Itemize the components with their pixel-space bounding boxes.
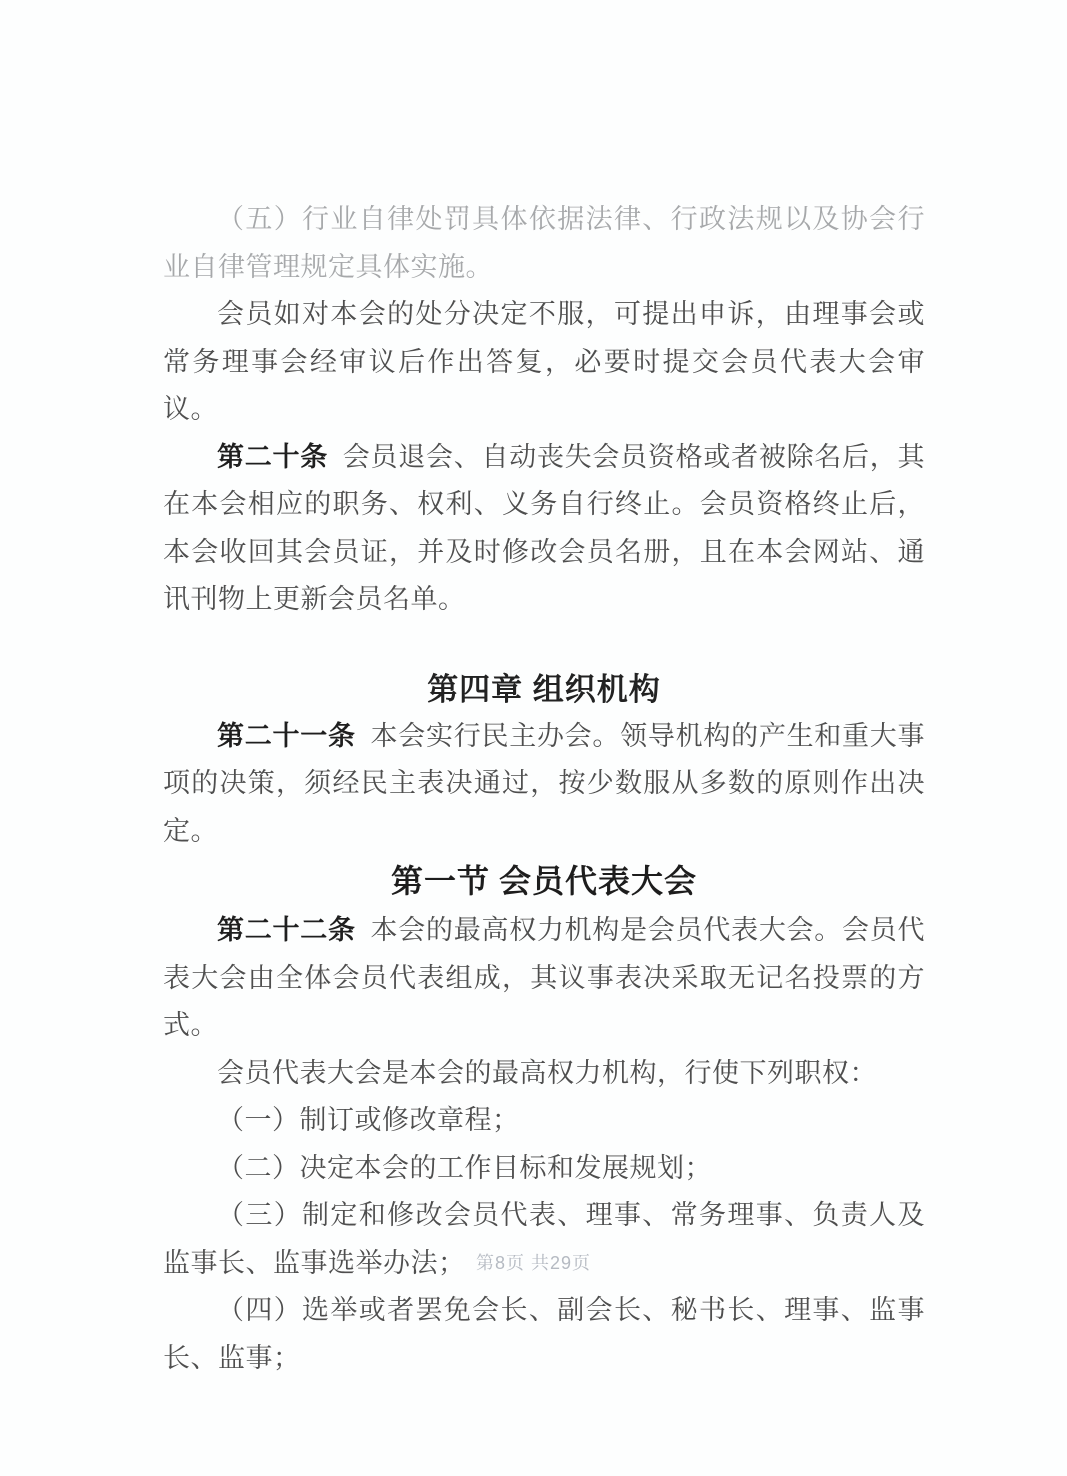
article-20-label: 第二十条: [217, 441, 328, 472]
paragraph-item-5: （五）行业自律处罚具体依据法律、行政法规以及协会行业自律管理规定具体实施。: [163, 204, 925, 282]
article-21-paragraph: [163, 713, 925, 856]
list-item-2: （二）决定本会的工作目标和发展规划；: [217, 1152, 712, 1183]
list-item-3: （三）制定和修改会员代表、理事、常务理事、负责人及监事长、监事选举办法；: [163, 1200, 925, 1278]
article-20-paragraph: [163, 434, 925, 624]
list-item-4: （四）选举或者罢免会长、副会长、秘书长、理事、监事长、监事；: [163, 1295, 925, 1373]
document-body: [163, 196, 925, 1382]
paragraph-powers-intro: 会员代表大会是本会的最高权力机构，行使下列职权：: [217, 1057, 877, 1088]
article-22-text: 本会的最高权力机构是会员代表大会。会员代表大会由全体会员代表组成，其议事表决采取无记名投票的方式。: [163, 915, 926, 1040]
article-22-label: 第二十二条: [217, 915, 356, 945]
article-22-paragraph: [163, 907, 925, 1050]
chapter-4-heading: 第四章 组织机构: [427, 671, 661, 707]
list-item-1: （一）制订或修改章程；: [217, 1105, 520, 1135]
article-20-text: 会员退会、自动丧失会员资格或者被除名后，其在本会相应的职务、权利、义务自行终止。会员资格终止后，本会收回其会员证，并及时修改会员名册，且在本会网站、通讯刊物上更新会员名单。: [163, 441, 926, 614]
article-21-label: 第二十一条: [217, 720, 356, 751]
page-number: 第8页 共29页: [475, 1253, 592, 1273]
section-1-heading: 第一节 会员代表大会: [390, 863, 697, 899]
article-21-text: 本会实行民主办会。领导机构的产生和重大事项的决策，须经民主表决通过，按少数服从多数的原则作出决定。: [163, 720, 926, 846]
paragraph-appeal: 会员如对本会的处分决定不服，可提出申诉，由理事会或常务理事会经审议后作出答复，必要时提交会员代表大会审议。: [163, 299, 925, 424]
